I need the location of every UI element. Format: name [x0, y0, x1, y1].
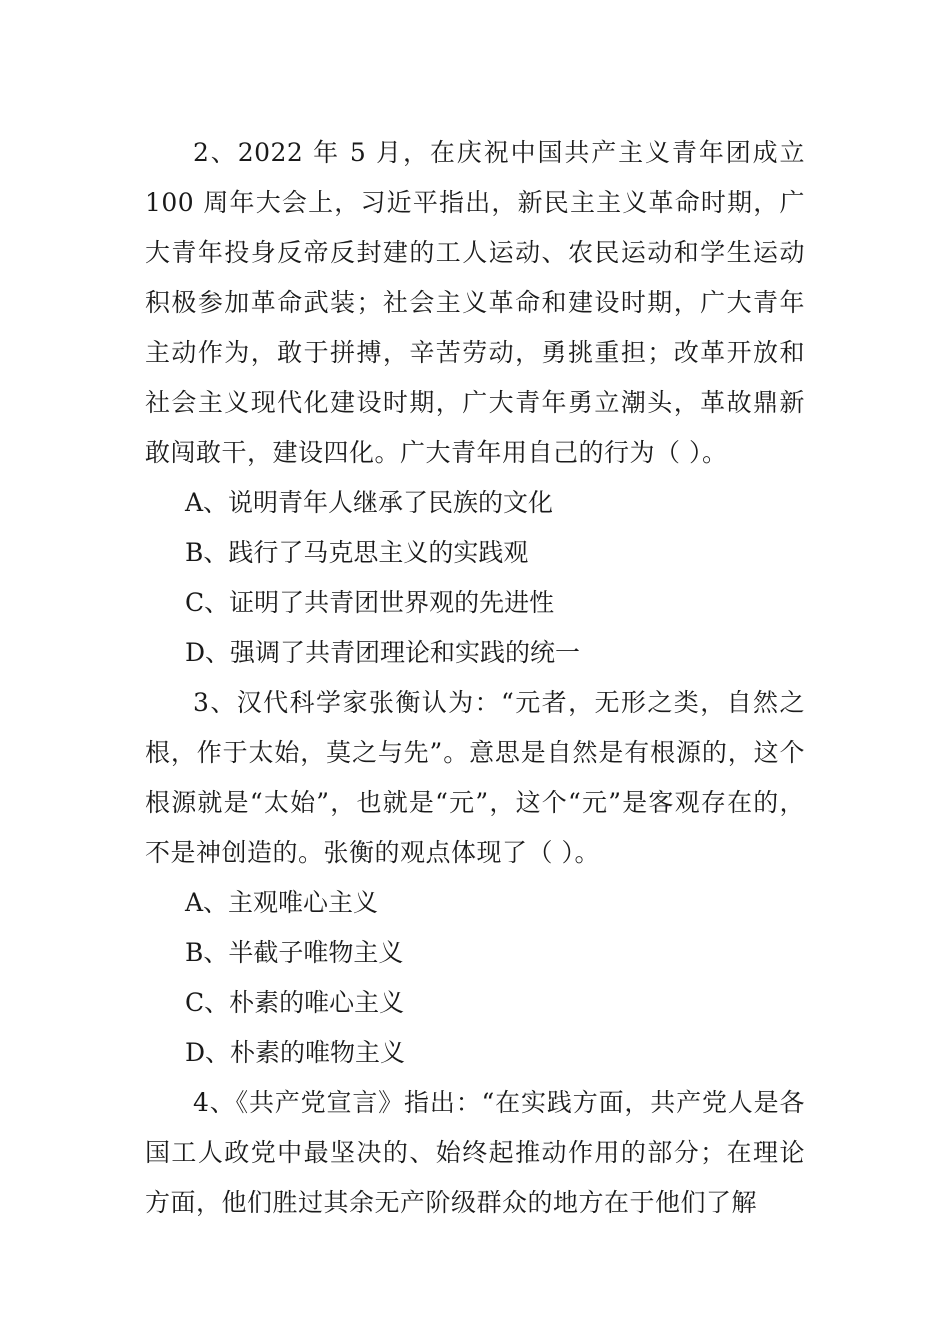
document-page [145, 128, 805, 1228]
question-3-option-b: B、半截子唯物主义 [185, 938, 404, 967]
question-2-option-b: B、践行了马克思主义的实践观 [185, 538, 529, 567]
question-3-option-d: D、朴素的唯物主义 [185, 1038, 406, 1067]
question-3-option-a: A、主观唯心主义 [185, 888, 379, 917]
question-3-stem: 3、汉代科学家张衡认为：“元者，无形之类，自然之根，作于太始，莫之与先”。意思是自然是有根源的，这个根源就是“太始”，也就是“元”，这个“元”是客观存在的，不是神创造的。张衡的观点体现了（ ）。 [145, 688, 805, 867]
question-2-option-d: D、强调了共青团理论和实践的统一 [185, 638, 581, 667]
question-4-stem: 4、《共产党宣言》指出：“在实践方面，共产党人是各国工人政党中最坚决的、始终起推动作用的部分；在理论方面，他们胜过其余无产阶级群众的地方在于他们了解 [145, 1088, 805, 1217]
question-2-option-a: A、说明青年人继承了民族的文化 [185, 488, 554, 517]
question-2-option-c: C、证明了共青团世界观的先进性 [185, 588, 555, 617]
question-3-option-c: C、朴素的唯心主义 [185, 988, 405, 1017]
question-2-stem: 2、2022 年 5 月，在庆祝中国共产主义青年团成立 100 周年大会上，习近平指出，新民主主义革命时期，广大青年投身反帝反封建的工人运动、农民运动和学生运动积极参加革命武装；社会主义革命和建设时期，广大青年主动作为，敢于拼搏，辛苦劳动，勇挑重担；改革开放和社会主义现代化建设时期，广大青年勇立潮头，革故鼎新敢闯敢干，建设四化。广大青年用自己的行为（ ）。 [145, 138, 805, 467]
